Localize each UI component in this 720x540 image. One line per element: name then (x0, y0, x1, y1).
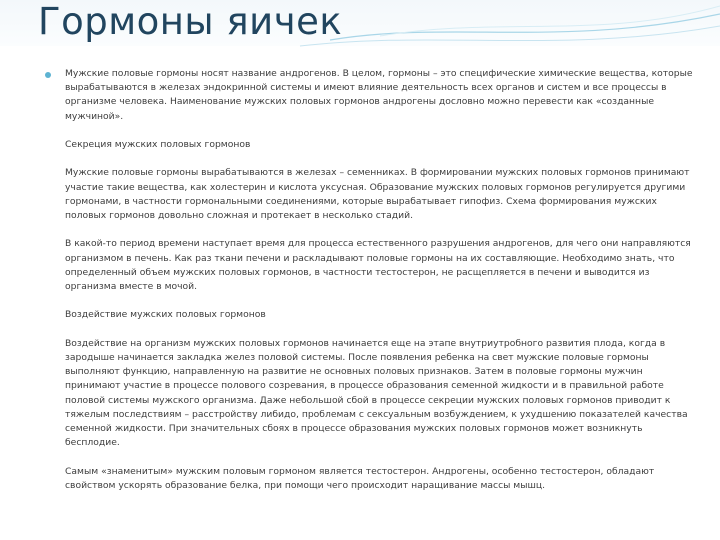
slide-title: Гормоны яичек (38, 0, 343, 43)
subheading-effects: Воздействие мужских половых гормонов (65, 309, 266, 321)
paragraph-testosterone: Самым «знаменитым» мужским половым гормоном является тестостерон. Андрогены, особенно тестостерон, обладают свойством ускорять образование белка, при помощи чего происходит наращивание массы мышц. (65, 465, 655, 491)
paragraph-breakdown: В какой-то период времени наступает время для процесса естественного разрушения андрогенов, для чего они направляются организмом в печень. Как раз ткани печени и раскладывают половые гормоны на их составляющие. Необходимо знать, что определенный объем мужских половых гормонов, в частности тестостерон, не расщепляется в печени и выводится из организма вместе в мочой. (65, 238, 691, 292)
paragraph-secretion: Мужские половые гормоны вырабатываются в железах – семенниках. В формировании мужских половых гормонов принимают участие такие вещества, как холестерин и кислота уксусная. Образование мужских половых гормонов регулируется другими гормонами, в частности гормональными соединениями, которые вырабатывает гипофиз. Схема формирования мужских половых гормонов довольно сложная и протекает в несколько стадий. (65, 167, 690, 221)
paragraph-effects: Воздействие на организм мужских половых гормонов начинается еще на этапе внутриутробного развития плода, когда в зародыше начинается закладка желез половой системы. После появления ребенка на свет мужские половые гормоны выполняют функцию, направленную на развитие не основных половых признаков. Затем в половые гормоны мужчин принимают участие в процессе полового созревания, в процессе образования семенной жидкости и в правильной работе половой системы мужского организма. Даже небольшой сбой в процессе секреции мужских половых гормонов приводит к тяжелым последствиям – расстройству либидо, проблемам с сексуальным возбуждением, к ухудшению показателей качества семенной жидкости. При значительных сбоях в процессе образования мужских половых гормонов может возникнуть бесплодие. (65, 337, 688, 449)
paragraph-androgens-intro: Мужские половые гормоны носят название андрогенов. В целом, гормоны – это специфические химические вещества, которые вырабатываются в железах эндокринной системы и имеют влияние деятельность всех органов и систем и все процессы в организме человека. Наименование мужских половых гормонов андрогены дословно можно перевести как «созданные мужчиной». (65, 68, 693, 122)
bullet-dot-icon (45, 72, 51, 78)
body-text (65, 67, 695, 507)
subheading-secretion: Секреция мужских половых гормонов (65, 139, 251, 150)
